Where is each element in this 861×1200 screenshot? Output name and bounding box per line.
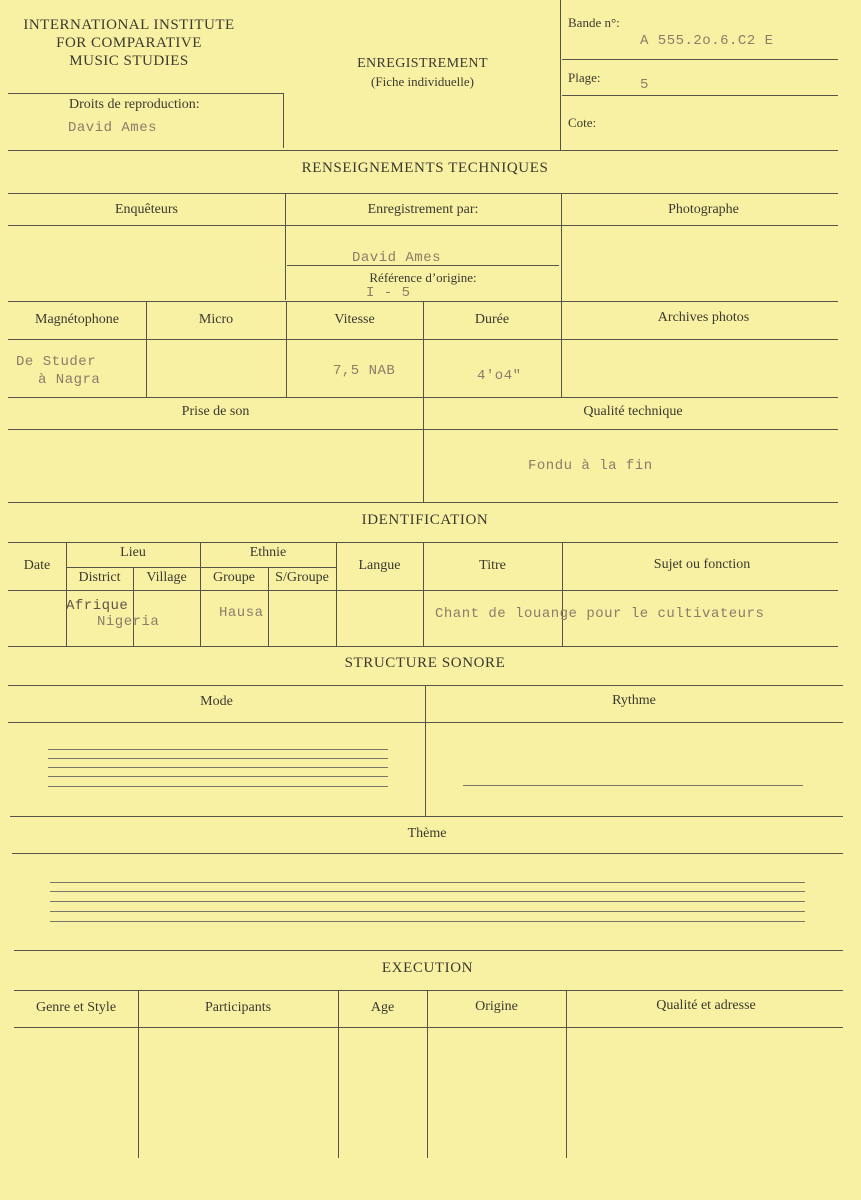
prise-label: Prise de son [181,404,250,419]
divider [423,301,424,502]
divider [10,816,843,817]
magnetophone-value-line-2: à Nagra [38,372,101,388]
enregistrement-value: David Ames [352,250,442,266]
divider [562,95,838,96]
execution-section-title: EXECUTION [381,960,474,976]
reference-label: Référence d’origine: [369,270,477,285]
divider [566,990,567,1158]
structure-section-title: STRUCTURE SONORE [344,655,506,671]
genre-label: Genre et Style [35,1000,117,1015]
enqueteurs-label: Enquêteurs [115,202,178,217]
magnetophone-value-line-1: De Studer [16,354,97,370]
droits-value: David Ames [68,120,158,136]
divider [8,193,838,194]
divider [8,646,838,647]
district-value-line-1: Afrique [66,598,129,614]
lieu-label: Lieu [120,545,146,560]
sgroupe-label: S/Groupe [275,570,329,585]
participants-label: Participants [204,1000,272,1015]
district-value-line-2: Nigeria [97,614,160,630]
qualite-adresse-label: Qualité et adresse [656,998,756,1013]
divider [66,567,336,568]
origine-label: Origine [475,999,518,1014]
form-title: ENREGISTREMENT [357,56,488,71]
divider [8,722,843,723]
divider [287,265,559,266]
divider [8,397,838,398]
divider [8,590,838,591]
divider [283,93,284,148]
age-label: Age [370,1000,395,1015]
duree-label: Durée [474,312,510,327]
titre-label: Titre [479,558,506,573]
cote-label: Cote: [568,115,597,130]
vitesse-value: 7,5 NAB [333,363,396,379]
divider [562,59,838,60]
micro-label: Micro [198,312,234,327]
reference-value: I - 5 [366,285,411,301]
divider [8,429,838,430]
droits-label: Droits de reproduction: [69,97,200,112]
groupe-label: Groupe [213,570,255,585]
ethnie-label: Ethnie [249,545,287,560]
magnetophone-label: Magnétophone [35,312,119,327]
qualite-technique-value: Fondu à la fin [528,458,653,474]
langue-label: Langue [358,558,401,573]
divider [14,950,843,951]
enregistrement-label: Enregistrement par: [367,202,479,217]
divider [8,502,838,503]
village-label: Village [146,570,187,585]
divider [14,1027,843,1028]
institute-line-2: FOR COMPARATIVE [56,35,202,51]
theme-label: Thème [407,826,447,841]
duree-value: 4'o4" [477,368,522,384]
groupe-value: Hausa [219,605,264,621]
titre-value: Chant de louange pour le cultivateurs [435,606,765,622]
divider [8,225,838,226]
form-subtitle: (Fiche individuelle) [371,74,474,89]
district-label: District [78,570,121,585]
rythme-line [463,785,803,786]
archives-label: Archives photos [657,310,750,325]
divider [8,339,838,340]
institute-line-1: INTERNATIONAL INSTITUTE [23,17,235,33]
technique-section-title: RENSEIGNEMENTS TECHNIQUES [301,160,549,176]
divider [8,93,283,94]
divider [12,853,843,854]
divider [561,193,562,397]
vitesse-label: Vitesse [334,312,375,327]
divider [8,150,838,151]
plage-label: Plage: [568,70,601,85]
sujet-label: Sujet ou fonction [653,557,751,572]
bande-value: A 555.2o.6.C2 E [640,33,774,49]
mode-label: Mode [200,694,233,709]
plage-value: 5 [640,77,649,93]
photographe-label: Photographe [668,202,739,217]
divider [427,990,428,1158]
date-label: Date [23,558,51,573]
qualite-technique-label: Qualité technique [583,404,683,419]
header-divider [560,0,561,150]
institute-line-3: MUSIC STUDIES [69,53,189,69]
rythme-label: Rythme [612,693,656,708]
identification-section-title: IDENTIFICATION [361,512,489,528]
bande-label: Bande n°: [568,15,620,30]
